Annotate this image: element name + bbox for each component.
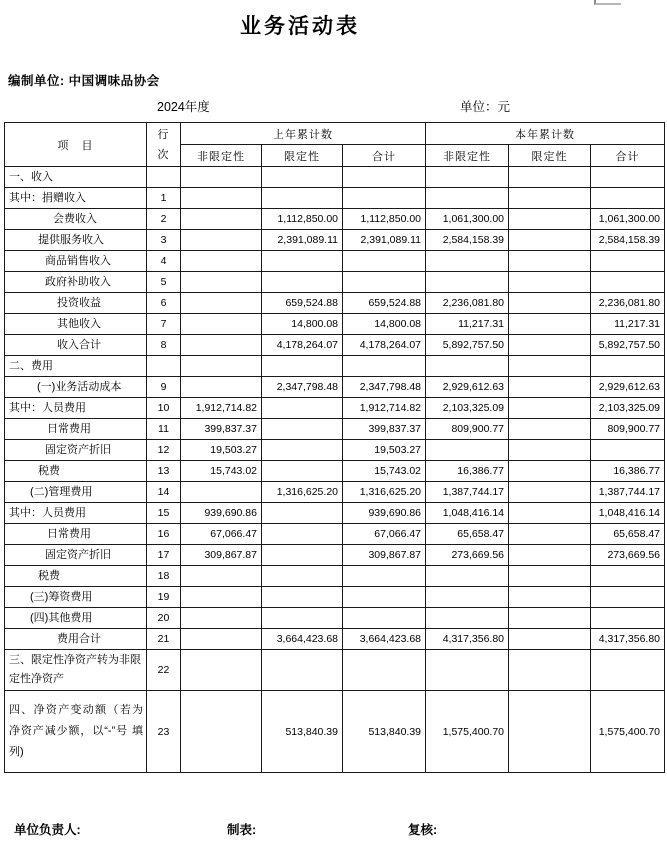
item-column-header: 项 目 — [5, 123, 147, 167]
amount-cell — [509, 587, 591, 608]
reviewer-label: 复核: — [408, 823, 438, 837]
prior-unrestricted-header: 非限定性 — [181, 145, 262, 167]
amount-cell: 14,800.08 — [343, 314, 426, 335]
prepared-by-label: 编制单位: — [8, 74, 65, 88]
amount-cell — [262, 587, 343, 608]
amount-cell: 309,867.87 — [343, 545, 426, 566]
amount-cell — [181, 629, 262, 650]
amount-cell: 2,584,158.39 — [426, 230, 509, 251]
amount-cell — [509, 482, 591, 503]
amount-cell — [426, 251, 509, 272]
amount-cell: 1,912,714.82 — [343, 398, 426, 419]
table-row — [5, 335, 665, 356]
amount-cell — [181, 335, 262, 356]
amount-cell — [343, 356, 426, 377]
amount-cell: 939,690.86 — [181, 503, 262, 524]
amount-cell: 11,217.31 — [591, 314, 665, 335]
amount-cell: 1,575,400.70 — [591, 691, 665, 773]
item-label-cell: 提供服务收入 — [5, 230, 147, 251]
table-row — [5, 524, 665, 545]
amount-cell: 67,066.47 — [181, 524, 262, 545]
table-row — [5, 377, 665, 398]
row-number-cell: 16 — [147, 524, 181, 545]
amount-cell — [343, 566, 426, 587]
amount-cell: 809,900.77 — [426, 419, 509, 440]
amount-cell — [426, 167, 509, 188]
amount-cell: 2,929,612.63 — [591, 377, 665, 398]
amount-cell — [343, 587, 426, 608]
amount-cell — [509, 167, 591, 188]
amount-cell: 4,317,356.80 — [426, 629, 509, 650]
amount-cell: 2,584,158.39 — [591, 230, 665, 251]
table-row — [5, 314, 665, 335]
amount-cell — [181, 691, 262, 773]
item-label-cell: 固定资产折旧 — [5, 440, 147, 461]
amount-cell — [509, 377, 591, 398]
item-label-cell: 日常费用 — [5, 524, 147, 545]
amount-cell: 513,840.39 — [343, 691, 426, 773]
table-row — [5, 188, 665, 209]
amount-cell — [181, 272, 262, 293]
amount-cell: 1,912,714.82 — [181, 398, 262, 419]
amount-cell: 1,061,300.00 — [426, 209, 509, 230]
amount-cell — [426, 587, 509, 608]
amount-cell — [591, 587, 665, 608]
prior-year-group-header: 上年累计数 — [181, 123, 426, 145]
row-number-cell: 15 — [147, 503, 181, 524]
amount-cell — [509, 209, 591, 230]
amount-cell: 65,658.47 — [426, 524, 509, 545]
amount-cell: 16,386.77 — [426, 461, 509, 482]
prepared-by-value: 中国调味品协会 — [68, 74, 160, 88]
amount-cell: 4,178,264.07 — [262, 335, 343, 356]
table-row — [5, 629, 665, 650]
amount-cell: 3,664,423.68 — [343, 629, 426, 650]
amount-cell — [509, 440, 591, 461]
amount-cell: 14,800.08 — [262, 314, 343, 335]
amount-cell: 399,837.37 — [181, 419, 262, 440]
amount-cell — [181, 377, 262, 398]
amount-cell: 309,867.87 — [181, 545, 262, 566]
amount-cell — [262, 503, 343, 524]
table-row — [5, 650, 665, 691]
row-number-cell: 4 — [147, 251, 181, 272]
amount-cell: 2,391,089.11 — [343, 230, 426, 251]
amount-cell — [509, 230, 591, 251]
amount-cell: 15,743.02 — [343, 461, 426, 482]
amount-cell — [343, 167, 426, 188]
row-number-cell: 3 — [147, 230, 181, 251]
row-number-cell: 21 — [147, 629, 181, 650]
page-title: 业务活动表 — [240, 15, 360, 38]
amount-cell: 1,048,416.14 — [426, 503, 509, 524]
amount-cell — [509, 629, 591, 650]
amount-cell: 1,387,744.17 — [426, 482, 509, 503]
row-number-cell: 2 — [147, 209, 181, 230]
amount-cell — [426, 272, 509, 293]
amount-cell — [591, 566, 665, 587]
table-row — [5, 398, 665, 419]
amount-cell — [509, 335, 591, 356]
amount-cell — [509, 251, 591, 272]
amount-cell: 399,837.37 — [343, 419, 426, 440]
amount-cell — [181, 167, 262, 188]
amount-cell: 4,317,356.80 — [591, 629, 665, 650]
item-label-cell: 政府补助收入 — [5, 272, 147, 293]
amount-cell — [262, 524, 343, 545]
amount-cell — [262, 356, 343, 377]
amount-cell — [181, 566, 262, 587]
row-number-cell: 20 — [147, 608, 181, 629]
amount-cell: 5,892,757.50 — [426, 335, 509, 356]
amount-cell — [262, 398, 343, 419]
amount-cell — [262, 650, 343, 691]
row-number-cell: 18 — [147, 566, 181, 587]
amount-cell — [426, 356, 509, 377]
amount-cell — [181, 293, 262, 314]
row-number-cell: 11 — [147, 419, 181, 440]
amount-cell — [181, 188, 262, 209]
item-label-cell: 投资收益 — [5, 293, 147, 314]
amount-cell — [509, 608, 591, 629]
amount-cell — [262, 272, 343, 293]
amount-cell — [509, 356, 591, 377]
amount-cell — [426, 650, 509, 691]
amount-cell — [343, 188, 426, 209]
amount-cell: 659,524.88 — [343, 293, 426, 314]
table-row — [5, 440, 665, 461]
item-label-cell: 费用合计 — [5, 629, 147, 650]
amount-cell — [181, 209, 262, 230]
amount-cell — [591, 440, 665, 461]
amount-cell — [509, 398, 591, 419]
row-number-cell: 22 — [147, 650, 181, 691]
amount-cell: 2,347,798.48 — [262, 377, 343, 398]
current-total-header: 合计 — [591, 145, 665, 167]
amount-cell — [591, 650, 665, 691]
table-row — [5, 566, 665, 587]
amount-cell — [509, 545, 591, 566]
table-row — [5, 251, 665, 272]
amount-cell: 2,391,089.11 — [262, 230, 343, 251]
amount-cell: 1,112,850.00 — [262, 209, 343, 230]
table-row — [5, 230, 665, 251]
table-row — [5, 587, 665, 608]
amount-cell: 513,840.39 — [262, 691, 343, 773]
amount-cell — [591, 356, 665, 377]
amount-cell — [181, 251, 262, 272]
item-label-cell: 商品销售收入 — [5, 251, 147, 272]
amount-cell — [343, 608, 426, 629]
table-row — [5, 272, 665, 293]
item-label-cell: 会费收入 — [5, 209, 147, 230]
amount-cell: 939,690.86 — [343, 503, 426, 524]
amount-cell: 2,103,325.09 — [591, 398, 665, 419]
row-number-cell: 1 — [147, 188, 181, 209]
amount-cell: 4,178,264.07 — [343, 335, 426, 356]
current-unrestricted-header: 非限定性 — [426, 145, 509, 167]
item-label-cell: 一、收入 — [5, 167, 147, 188]
table-row — [5, 691, 665, 773]
row-number-cell: 8 — [147, 335, 181, 356]
amount-cell — [343, 272, 426, 293]
row-number-cell: 5 — [147, 272, 181, 293]
item-label-cell: (三)筹资费用 — [5, 587, 147, 608]
amount-cell — [181, 356, 262, 377]
amount-cell — [181, 587, 262, 608]
amount-cell — [262, 566, 343, 587]
amount-cell: 1,316,625.20 — [262, 482, 343, 503]
row-number-cell — [147, 167, 181, 188]
table-row — [5, 545, 665, 566]
amount-cell: 1,387,744.17 — [591, 482, 665, 503]
amount-cell — [509, 419, 591, 440]
amount-cell: 273,669.56 — [591, 545, 665, 566]
amount-cell — [509, 524, 591, 545]
unit-responsible-label: 单位负责人: — [14, 823, 81, 837]
prior-total-header: 合计 — [343, 145, 426, 167]
amount-cell — [181, 230, 262, 251]
amount-cell — [426, 608, 509, 629]
preparer-label: 制表: — [227, 823, 257, 837]
amount-cell: 1,575,400.70 — [426, 691, 509, 773]
table-row — [5, 461, 665, 482]
table-body — [5, 167, 665, 773]
amount-cell — [262, 461, 343, 482]
amount-cell: 11,217.31 — [426, 314, 509, 335]
amount-cell — [509, 503, 591, 524]
item-label-cell: 四、净资产变动额（若为 净资产减少额，以“-”号 填列) — [5, 691, 147, 773]
amount-cell — [262, 440, 343, 461]
amount-cell: 1,316,625.20 — [343, 482, 426, 503]
row-number-cell: 14 — [147, 482, 181, 503]
row-number-column-header — [147, 123, 181, 167]
amount-cell: 273,669.56 — [426, 545, 509, 566]
item-label-cell: 其中：人员费用 — [5, 398, 147, 419]
item-label-cell: 三、限定性净资产转为非限定性净资产 — [5, 650, 147, 691]
row-number-cell: 19 — [147, 587, 181, 608]
amount-cell — [509, 314, 591, 335]
amount-cell: 16,386.77 — [591, 461, 665, 482]
amount-cell — [509, 691, 591, 773]
amount-cell — [181, 314, 262, 335]
amount-cell — [181, 650, 262, 691]
amount-cell — [262, 251, 343, 272]
amount-cell: 1,112,850.00 — [343, 209, 426, 230]
amount-cell — [509, 461, 591, 482]
table-row — [5, 167, 665, 188]
prior-restricted-header: 限定性 — [262, 145, 343, 167]
amount-cell: 1,048,416.14 — [591, 503, 665, 524]
amount-cell — [591, 251, 665, 272]
amount-cell: 809,900.77 — [591, 419, 665, 440]
row-number-cell: 10 — [147, 398, 181, 419]
amount-cell — [509, 293, 591, 314]
item-label-cell: (四)其他费用 — [5, 608, 147, 629]
item-label-cell: 其他收入 — [5, 314, 147, 335]
row-number-cell: 23 — [147, 691, 181, 773]
amount-cell — [509, 566, 591, 587]
business-activity-table — [4, 122, 665, 773]
amount-cell — [426, 188, 509, 209]
amount-cell: 67,066.47 — [343, 524, 426, 545]
amount-cell: 1,061,300.00 — [591, 209, 665, 230]
item-label-cell: 其中：捐赠收入 — [5, 188, 147, 209]
amount-cell — [262, 608, 343, 629]
amount-cell — [343, 650, 426, 691]
item-label-cell: 税费 — [5, 461, 147, 482]
item-label-cell: (一)业务活动成本 — [5, 377, 147, 398]
amount-cell — [591, 188, 665, 209]
item-label-cell: 固定资产折旧 — [5, 545, 147, 566]
table-row — [5, 503, 665, 524]
table-row — [5, 419, 665, 440]
prepared-by-line — [8, 71, 160, 89]
item-label-cell: 收入合计 — [5, 335, 147, 356]
amount-cell — [426, 440, 509, 461]
row-number-cell: 9 — [147, 377, 181, 398]
table-row — [5, 482, 665, 503]
item-label-cell: 日常费用 — [5, 419, 147, 440]
current-year-group-header: 本年累计数 — [426, 123, 665, 145]
amount-cell — [591, 272, 665, 293]
amount-cell — [262, 188, 343, 209]
amount-cell — [591, 608, 665, 629]
amount-cell — [591, 167, 665, 188]
table-row — [5, 293, 665, 314]
currency-unit: 单位：元 — [460, 100, 511, 114]
cropped-selection-corner — [594, 0, 621, 5]
amount-cell: 19,503.27 — [181, 440, 262, 461]
amount-cell: 2,236,081.80 — [591, 293, 665, 314]
amount-cell: 2,929,612.63 — [426, 377, 509, 398]
fiscal-year: 2024年度 — [157, 100, 210, 114]
amount-cell: 2,236,081.80 — [426, 293, 509, 314]
row-number-cell — [147, 356, 181, 377]
amount-cell — [262, 419, 343, 440]
row-number-header-top: 行 — [157, 128, 170, 141]
amount-cell — [509, 188, 591, 209]
item-label-cell: 其中：人员费用 — [5, 503, 147, 524]
row-number-cell: 7 — [147, 314, 181, 335]
amount-cell — [262, 545, 343, 566]
row-number-cell: 13 — [147, 461, 181, 482]
amount-cell — [262, 167, 343, 188]
amount-cell — [426, 566, 509, 587]
amount-cell: 5,892,757.50 — [591, 335, 665, 356]
item-label-cell: 税费 — [5, 566, 147, 587]
row-number-cell: 6 — [147, 293, 181, 314]
amount-cell: 15,743.02 — [181, 461, 262, 482]
current-restricted-header: 限定性 — [509, 145, 591, 167]
item-label-cell: (二)管理费用 — [5, 482, 147, 503]
row-number-cell: 12 — [147, 440, 181, 461]
amount-cell: 2,103,325.09 — [426, 398, 509, 419]
amount-cell: 2,347,798.48 — [343, 377, 426, 398]
amount-cell — [181, 608, 262, 629]
amount-cell: 3,664,423.68 — [262, 629, 343, 650]
amount-cell — [509, 650, 591, 691]
table-row — [5, 356, 665, 377]
amount-cell — [509, 272, 591, 293]
amount-cell: 19,503.27 — [343, 440, 426, 461]
amount-cell — [181, 482, 262, 503]
table-row — [5, 608, 665, 629]
amount-cell: 65,658.47 — [591, 524, 665, 545]
row-number-cell: 17 — [147, 545, 181, 566]
table-header-row-1 — [5, 123, 665, 145]
table-row — [5, 209, 665, 230]
row-number-header-bottom: 次 — [157, 148, 170, 161]
amount-cell: 659,524.88 — [262, 293, 343, 314]
amount-cell — [343, 251, 426, 272]
item-label-cell: 二、费用 — [5, 356, 147, 377]
